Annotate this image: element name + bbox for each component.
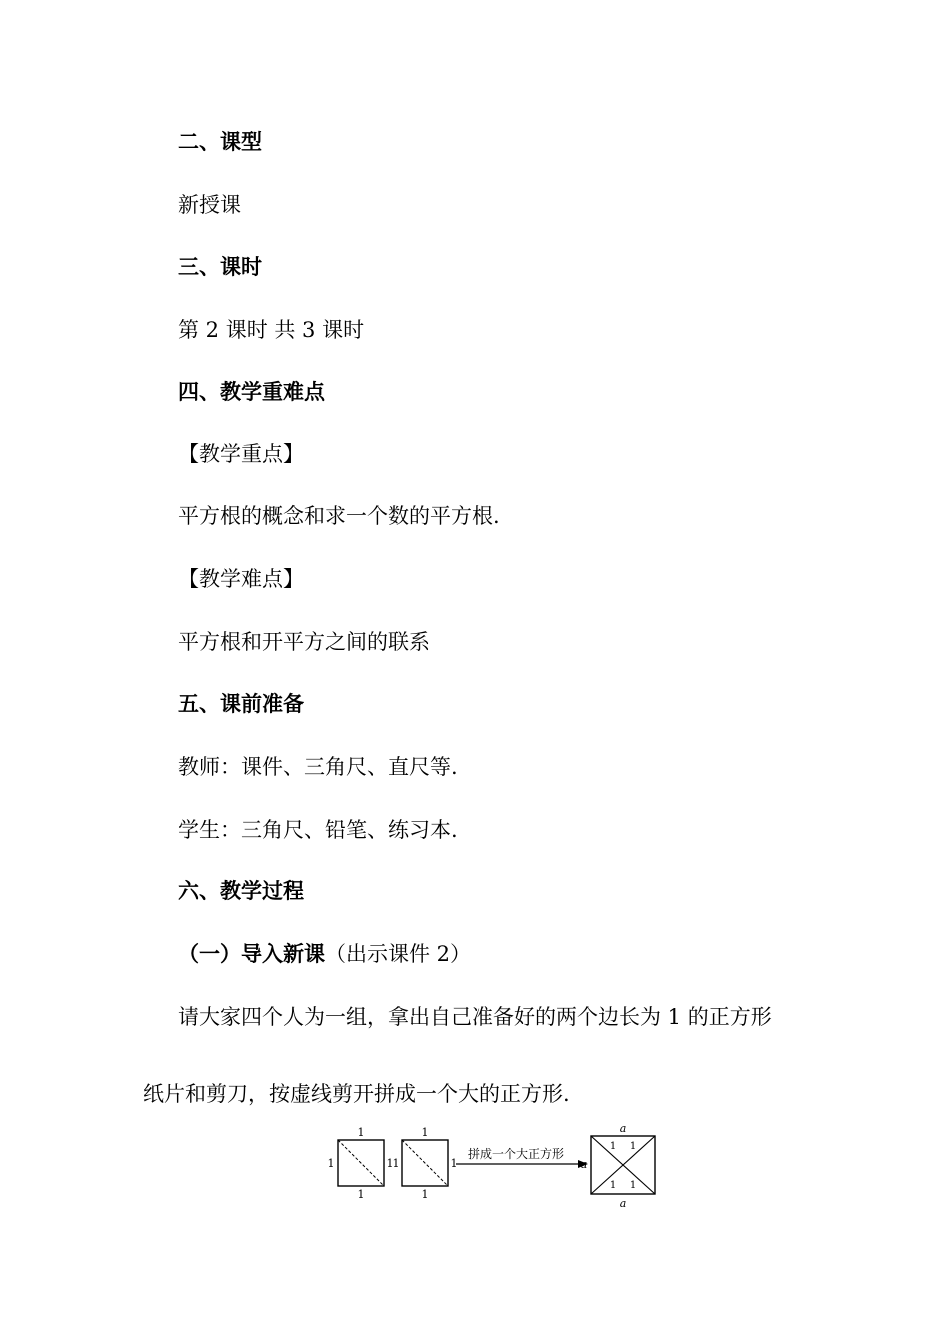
- difficulty-label: 【教学难点】: [178, 567, 304, 591]
- sq1-top-label: 1: [357, 1126, 365, 1139]
- subsection-title: [178, 940, 471, 968]
- teacher-prep: 教师：课件、三角尺、直尺等.: [178, 755, 458, 779]
- sq1-left-label: 1: [327, 1157, 335, 1170]
- big-inner-label-bl: 1: [609, 1180, 617, 1191]
- big-inner-label-tl: 1: [609, 1141, 617, 1152]
- paragraph-line-1: 请大家四个人为一组，拿出自己准备好的两个边长为 1 的正方形: [178, 1005, 772, 1029]
- big-inner-label-br: 1: [629, 1180, 637, 1191]
- section-2-text: 新授课: [178, 193, 241, 217]
- sq2-top-label: 1: [421, 1126, 429, 1139]
- sq2-right-label: 1: [450, 1157, 458, 1170]
- subsection-title-bold: （一）导入新课: [178, 941, 325, 966]
- sq1-bottom-label: 1: [357, 1188, 365, 1201]
- arrow-label: 拼成一个大正方形: [467, 1147, 565, 1161]
- big-top-label: a: [619, 1124, 627, 1135]
- big-inner-label-tr: 1: [629, 1141, 637, 1152]
- arrow: [456, 1146, 588, 1171]
- big-bottom-label: a: [619, 1197, 627, 1210]
- big-left-label: a: [580, 1158, 588, 1171]
- big-square: [591, 1124, 655, 1210]
- paragraph-line-2: 纸片和剪刀，按虚线剪开拼成一个大的正方形.: [143, 1082, 570, 1106]
- section-5-heading: 五、课前准备: [178, 691, 304, 716]
- key-points-text: 平方根的概念和求一个数的平方根.: [178, 504, 500, 528]
- student-prep: 学生：三角尺、铅笔、练习本.: [178, 818, 458, 842]
- small-square-1: [328, 1126, 394, 1201]
- sq2-bottom-label: 1: [421, 1188, 429, 1201]
- sq2-left-label: 1: [392, 1157, 400, 1170]
- square-cutting-figure: [326, 1124, 666, 1214]
- section-3-text: 第 2 课时 共 3 课时: [178, 318, 365, 342]
- subsection-title-note: （出示课件 2）: [325, 942, 472, 966]
- small-square-2: [393, 1126, 458, 1201]
- sq1-right-label: 1: [386, 1157, 394, 1170]
- section-6-heading: 六、教学过程: [178, 878, 304, 903]
- section-2-heading: 二、课型: [178, 129, 262, 154]
- difficulty-text: 平方根和开平方之间的联系: [178, 630, 430, 654]
- section-4-heading: 四、教学重难点: [178, 379, 325, 404]
- section-3-heading: 三、课时: [178, 254, 262, 279]
- key-points-label: 【教学重点】: [178, 442, 304, 466]
